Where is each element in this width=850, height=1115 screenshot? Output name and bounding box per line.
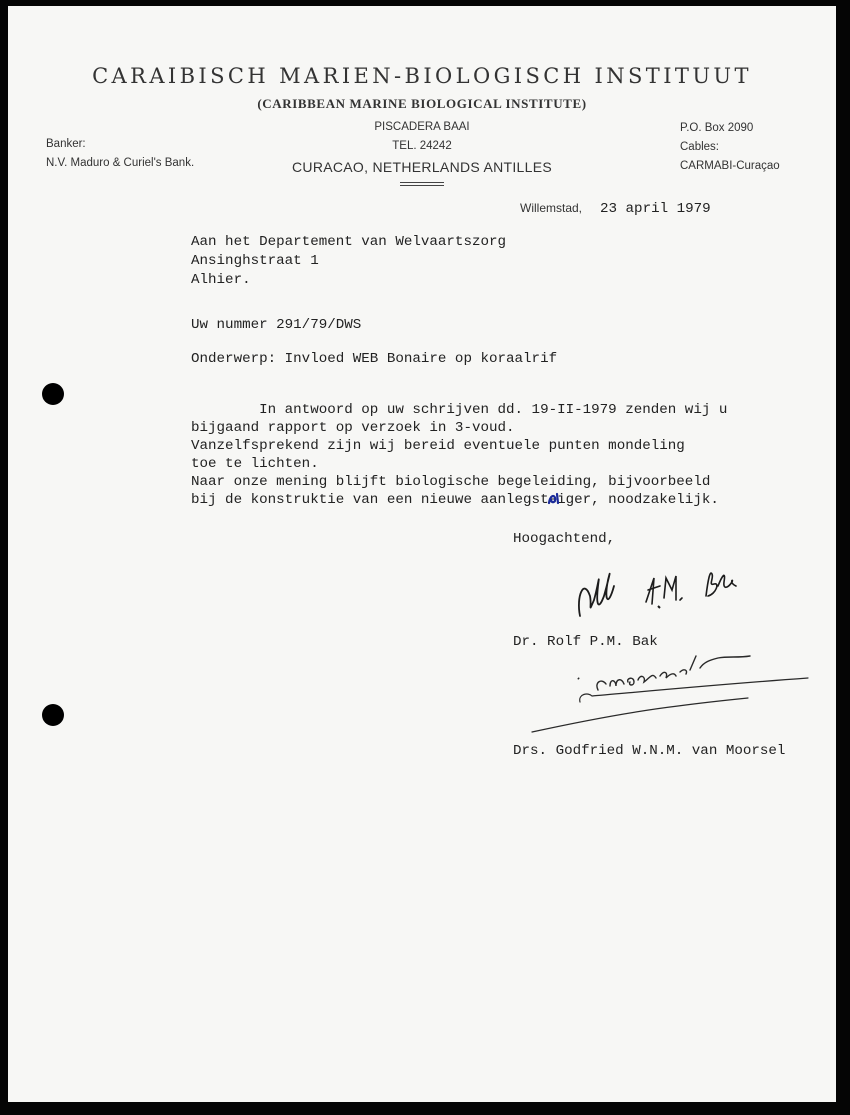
- punch-hole-top: [42, 383, 64, 405]
- body-line-2: bijgaand rapport op verzoek in 3-voud.: [191, 420, 515, 436]
- signature-bak: [568, 556, 748, 624]
- reference: Uw nummer 291/79/DWS: [191, 317, 362, 333]
- subject: Onderwerp: Invloed WEB Bonaire op koraalrif: [191, 351, 558, 367]
- signatory-2: Drs. Godfried W.N.M. van Moorsel: [513, 743, 786, 759]
- banker-name: N.V. Maduro & Curiel's Bank.: [46, 157, 195, 169]
- recipient-line-2: Ansinghstraat 1: [191, 253, 319, 269]
- signature-moorsel: [518, 642, 818, 738]
- po-box: P.O. Box 2090: [680, 122, 754, 134]
- recipient-line-3: Alhier.: [191, 272, 251, 288]
- address-line-3: CURACAO, NETHERLANDS ANTILLES: [292, 159, 552, 175]
- body-line-1: In antwoord op uw schrijven dd. 19-II-1979 zenden wij u: [191, 402, 728, 418]
- ink-correction-mark: [546, 490, 562, 506]
- signatory-1: Dr. Rolf P.M. Bak: [513, 634, 658, 650]
- place: Willemstad,: [520, 201, 583, 215]
- cables-label: Cables:: [680, 141, 719, 153]
- letter-page: [8, 6, 836, 1102]
- banker-label: Banker:: [46, 138, 86, 150]
- divider-rule-1: [400, 182, 444, 183]
- body-line-4: toe te lichten.: [191, 456, 319, 472]
- address-line-2: TEL. 24242: [392, 140, 452, 152]
- address-line-1: PISCADERA BAAI: [374, 121, 470, 133]
- institute-name: CARAIBISCH MARIEN-BIOLOGISCH INSTITUUT: [92, 64, 752, 88]
- divider-rule-2: [400, 185, 444, 186]
- punch-hole-bottom: [42, 704, 64, 726]
- body-line-5: Naar onze mening blijft biologische begeleiding, bijvoorbeeld: [191, 474, 711, 490]
- closing: Hoogachtend,: [513, 531, 616, 547]
- body-line-3: Vanzelfsprekend zijn wij bereid eventuele punten mondeling: [191, 438, 685, 454]
- body-line-6: bij de konstruktie van een nieuwe aanlegsteiger, noodzakelijk.: [191, 492, 719, 508]
- institute-english-name: (CARIBBEAN MARINE BIOLOGICAL INSTITUTE): [257, 96, 587, 111]
- date: 23 april 1979: [600, 201, 711, 217]
- cables-address: CARMABI-Curaçao: [680, 160, 780, 172]
- recipient-line-1: Aan het Departement van Welvaartszorg: [191, 234, 507, 250]
